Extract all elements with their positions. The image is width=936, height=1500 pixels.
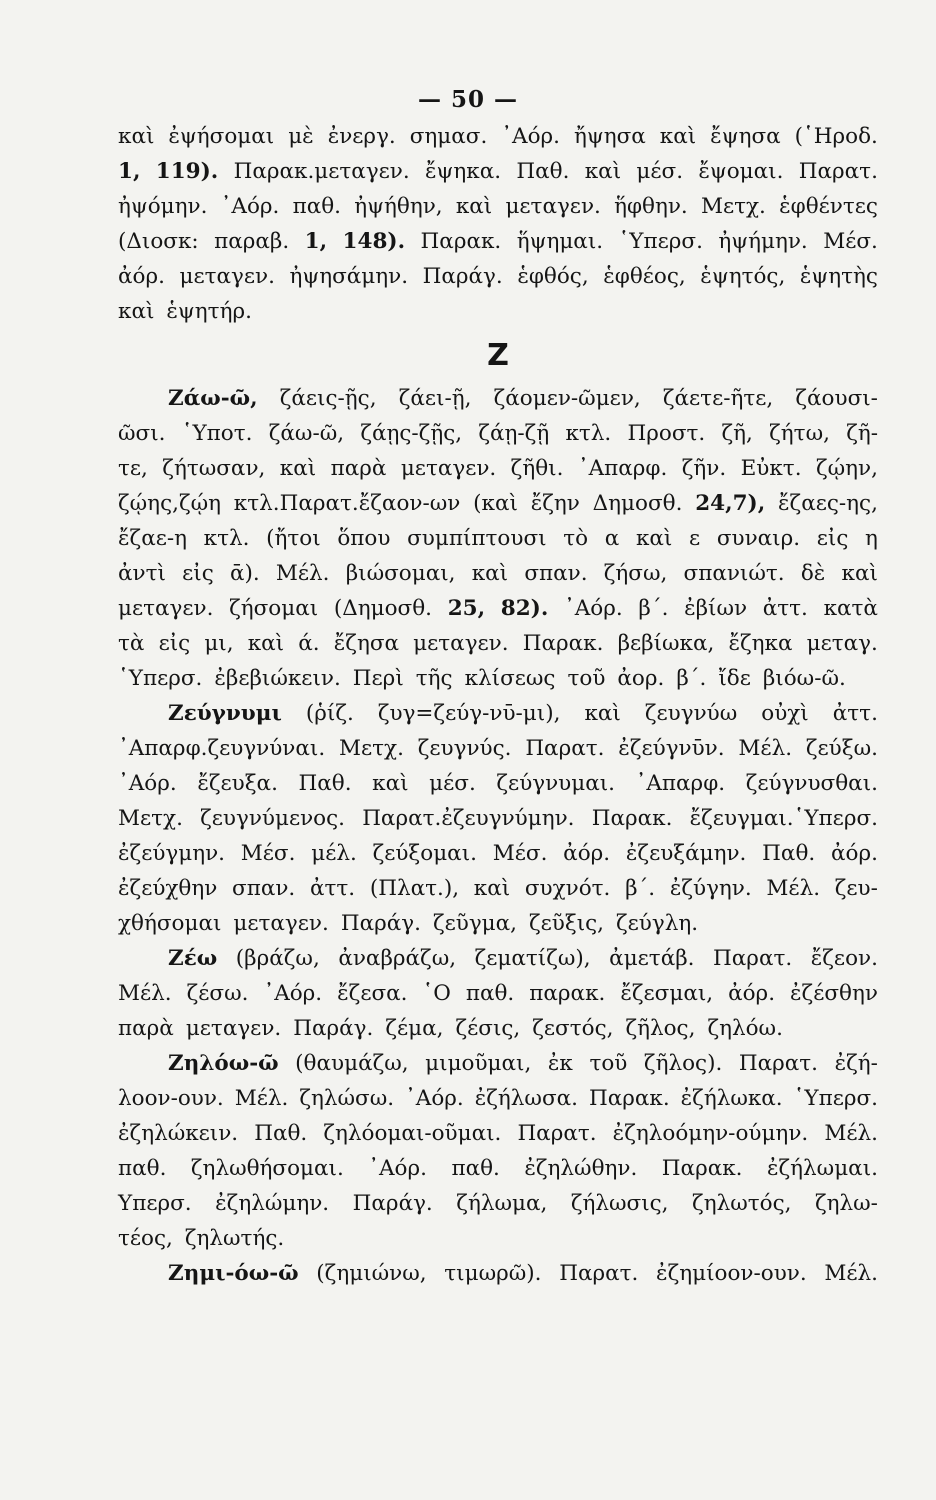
word: ἀττ. — [762, 596, 808, 621]
text-line — [118, 841, 878, 876]
word: 1, — [304, 229, 328, 254]
word: β΄. — [625, 876, 656, 901]
word: ζευγνύς. — [417, 736, 512, 761]
word: εἰς — [816, 526, 849, 551]
word: καὶ — [659, 124, 697, 149]
word: ά. — [298, 631, 320, 656]
word: ἑψητός, — [700, 264, 786, 289]
headword: Ζημι-όω-ῶ — [168, 1261, 299, 1286]
word: ζῆν. — [681, 456, 727, 481]
word: ἀττ. — [309, 876, 356, 901]
word: Παρακ.μεταγεν. — [233, 159, 410, 184]
word: ζῴης,ζῴη — [118, 491, 222, 516]
word: ζάουσι- — [795, 386, 878, 411]
word: ἀμετάβ. — [609, 946, 695, 971]
word: ζήσομαι — [229, 596, 319, 621]
word: συναιρ. — [716, 526, 801, 551]
word: Παθ. — [762, 841, 816, 866]
word: (καὶ — [473, 491, 518, 516]
word: Μέλ. — [738, 736, 793, 761]
word: καὶ — [118, 124, 155, 149]
word: Παρατ. — [517, 1121, 597, 1146]
word: 24,7), — [695, 491, 766, 516]
word: ζευγνύμενος. — [200, 806, 345, 831]
word: Παρατ. — [525, 736, 605, 761]
word: ἀντὶ — [118, 561, 166, 586]
word: Μέσ. — [823, 229, 878, 254]
word: ζάετε-ῆτε, — [662, 386, 774, 411]
word: τε, — [118, 456, 148, 481]
word: ζῆλος, — [625, 1016, 696, 1041]
word: ἑψητήρ. — [166, 299, 252, 324]
word: Περὶ — [352, 666, 404, 691]
word: ἐζεύγμην. — [118, 841, 226, 866]
word: ζήλωσις, — [570, 1191, 669, 1216]
word: (ζημιώνω, — [316, 1261, 427, 1286]
word: σημασ. — [409, 124, 488, 149]
word: καὶ — [372, 771, 409, 796]
word: Παράγ. — [293, 1016, 374, 1041]
word: ζήτωσαν, — [162, 456, 266, 481]
text-line — [118, 911, 878, 946]
word: ἠψήμην. — [718, 229, 808, 254]
word: ἐζύγην. — [669, 876, 752, 901]
text-line — [118, 806, 878, 841]
word: ζεματίζω), — [474, 946, 591, 971]
word: ἐζηλώθην. — [524, 1156, 638, 1181]
word: ἤψησα — [573, 124, 646, 149]
word: τῆς — [415, 666, 453, 691]
word: Παρακ. — [588, 1086, 670, 1111]
word: ἐζημίοον-ουν. — [656, 1261, 807, 1286]
word: ζῆλος). — [643, 1051, 723, 1076]
word: ζηλώσω. — [299, 1086, 395, 1111]
text-line — [118, 981, 878, 1016]
word: μεταγεν. — [233, 911, 329, 936]
text-line — [118, 876, 878, 911]
word: β΄. — [638, 596, 669, 621]
text-line — [118, 264, 878, 299]
word: ἐνεργ. — [327, 124, 396, 149]
word: (Δημοσθ. — [333, 596, 433, 621]
word: τοῦ — [567, 666, 606, 691]
word: ζεύγλη. — [616, 911, 699, 936]
word: κτλ.Παρατ.ἔζαον-ων — [233, 491, 461, 516]
text-line — [118, 229, 878, 264]
word: Εὐκτ. — [740, 456, 802, 481]
word: β΄. — [676, 666, 707, 691]
word: καὶ — [635, 526, 673, 551]
word: σπαν. — [524, 561, 588, 586]
text-line — [118, 1156, 878, 1191]
word: ζεῦξις, — [529, 911, 605, 936]
word: Μέσ. — [240, 841, 296, 866]
text-line — [118, 666, 878, 701]
word: ζέμα, — [385, 1016, 444, 1041]
word: ῾Υποτ. — [181, 421, 253, 446]
word: ἐζεύγνῡν. — [618, 736, 725, 761]
word: (ῥίζ. — [305, 701, 354, 726]
word: Μέσ. — [492, 841, 548, 866]
word: λοον-ουν. — [118, 1086, 224, 1111]
text-line — [118, 561, 878, 596]
word: ζάῃ-ζῇ — [478, 421, 550, 446]
word: ζηλωτός, — [692, 1191, 792, 1216]
word: Παρακ. — [420, 229, 502, 254]
word: ῶσι. — [118, 421, 166, 446]
word: ἐβεβιώκειν. — [214, 666, 341, 691]
text-line — [118, 299, 878, 334]
word: Μέλ. — [824, 1121, 878, 1146]
word: μέσ. — [429, 771, 476, 796]
word: Παθ. — [516, 159, 570, 184]
word: καὶ — [473, 876, 511, 901]
text-line — [118, 771, 878, 806]
word: Μέλ. — [234, 1086, 289, 1111]
word: παρὰ — [118, 1016, 174, 1041]
word: ζήσω, — [603, 561, 668, 586]
word: τὸ — [563, 526, 589, 551]
word: ῾Ο — [422, 981, 451, 1006]
word: ἐζήλωμαι. — [766, 1156, 878, 1181]
word: τὰ — [118, 631, 145, 656]
word: Μέλ. — [766, 876, 821, 901]
word: ἴδε — [718, 666, 751, 691]
text-line — [118, 946, 878, 981]
word: η — [865, 526, 878, 551]
word: Υπερσ. — [118, 1191, 192, 1216]
word: ἀττ. — [832, 701, 878, 726]
word: ζεῦγμα, — [432, 911, 517, 936]
word: δὲ — [800, 561, 826, 586]
word: Μετχ. — [118, 806, 183, 831]
word: τέος, — [118, 1226, 173, 1251]
word: ζεύγνυμαι. — [496, 771, 616, 796]
word: ᾿Απαρφ. — [577, 456, 668, 481]
word: ὅπου — [337, 526, 391, 551]
word: ζάεις-ῇς, — [279, 386, 377, 411]
word: ἔζηκα — [728, 631, 793, 656]
word: ἥφθην. — [614, 194, 688, 219]
word: ζηλόω. — [707, 1016, 783, 1041]
word: ζηλωθήσομαι. — [190, 1156, 344, 1181]
text-line — [118, 701, 878, 736]
word: ζευγνύω — [644, 701, 738, 726]
text-line — [118, 1051, 878, 1086]
word: ζήτω, — [769, 421, 830, 446]
word: ἔζευξα. — [197, 771, 278, 796]
word: Παρατ. — [738, 1051, 819, 1076]
word: κτλ. — [203, 526, 250, 551]
text-line — [118, 631, 878, 666]
word: α — [604, 526, 620, 551]
section-letter: Ζ — [487, 338, 509, 373]
word: συμπίπτουσι — [407, 526, 547, 551]
word: καὶ — [118, 299, 155, 324]
word: μέλ. — [311, 841, 357, 866]
headword: Ζηλόω-ῶ — [168, 1051, 279, 1076]
word: Παράγ. — [340, 911, 421, 936]
word: μεταγεν. — [400, 456, 497, 481]
word: Μέλ. — [118, 981, 172, 1006]
word: ἀόρ. — [728, 981, 776, 1006]
word: κτλ. — [565, 421, 612, 446]
word: ἔψηκα. — [425, 159, 502, 184]
page-number: — 50 — — [417, 86, 519, 113]
word: παθ. — [465, 981, 515, 1006]
word: ἑψητὴς — [799, 264, 878, 289]
text-line — [118, 456, 878, 491]
word: καὶ — [455, 194, 493, 219]
word: ἐζηλώκειν. — [118, 1121, 239, 1146]
word: ζῆ, — [721, 421, 753, 446]
word: Μέλ. — [824, 1261, 878, 1286]
word: ἀορ. — [617, 666, 665, 691]
text-body — [118, 124, 878, 1296]
word: τιμωρῶ). — [444, 1261, 542, 1286]
word: ζηλω- — [814, 1191, 878, 1216]
word: χθήσομαι — [118, 911, 222, 936]
word: ἐβίων — [684, 596, 748, 621]
word: ᾿Αόρ. — [220, 194, 280, 219]
word: βιόω-ῶ. — [762, 666, 846, 691]
word: ζεύξω. — [805, 736, 878, 761]
word: ἠψήθην, — [354, 194, 443, 219]
text-line — [118, 124, 878, 159]
word: ᾿Απαρφ.ζευγνύναι. — [118, 736, 326, 761]
word: ἀόρ. — [563, 841, 611, 866]
word: μιμοῦμαι, — [425, 1051, 532, 1076]
word: παθ. — [292, 194, 342, 219]
word: 119). — [155, 159, 219, 184]
word: ζέσω. — [186, 981, 249, 1006]
word: ἔζεσα. — [337, 981, 408, 1006]
word: καὶ — [471, 561, 509, 586]
word: ζήλωμα, — [456, 1191, 548, 1216]
word: σπανιώτ. — [683, 561, 785, 586]
word: ζεύξομαι. — [372, 841, 477, 866]
word: ζυγ=ζεύγ-νῡ-μι), — [377, 701, 561, 726]
word: Παρακ. — [522, 631, 604, 656]
text-line — [118, 386, 878, 421]
word: καὶ — [584, 701, 621, 726]
word: ἔζαες-ης, — [778, 491, 878, 516]
word: ἠψησάμην. — [289, 264, 409, 289]
word: Παράγ. — [352, 1191, 433, 1216]
word: ζῆθι. — [510, 456, 564, 481]
headword: Ζεύγνυμι — [168, 701, 282, 726]
word: ἔζεον. — [810, 946, 878, 971]
word: καὶ — [584, 159, 622, 184]
word: ἔψομαι. — [698, 159, 784, 184]
word: ζευ- — [834, 876, 878, 901]
text-line — [118, 491, 878, 526]
word: τοῦ — [589, 1051, 628, 1076]
word: ἐψήσομαι — [168, 124, 275, 149]
word: κλίσεως — [464, 666, 556, 691]
word: παθ. — [451, 1156, 500, 1181]
word: 148). — [342, 229, 406, 254]
word: παθ. — [118, 1156, 167, 1181]
word: ἔζησα — [333, 631, 400, 656]
word: ἔζευγμαι.῾Υπερσ. — [689, 806, 878, 831]
word: ἔψησα — [710, 124, 781, 149]
word: ᾿Αόρ. — [263, 981, 323, 1006]
text-line — [118, 736, 878, 771]
word: ζηλόομαι-οῦμαι. — [323, 1121, 502, 1146]
word: ἀόρ. — [830, 841, 878, 866]
word: μεταγεν. — [118, 596, 214, 621]
word: ἀόρ. — [118, 264, 165, 289]
word: εἰς — [182, 561, 214, 586]
word: ἥψημαι. — [516, 229, 604, 254]
word: ζάομεν-ῶμεν, — [493, 386, 641, 411]
word: (βράζω, — [235, 946, 320, 971]
word: μέσ. — [636, 159, 684, 184]
headword: Ζάω-ῶ, — [168, 386, 258, 411]
text-line — [118, 421, 878, 456]
word: ζηλωτής. — [184, 1226, 285, 1251]
text-line — [118, 194, 878, 229]
word: ῾Υπερσ. — [118, 666, 203, 691]
word: ἐζήλωκα. — [680, 1086, 783, 1111]
word: παρακ. — [529, 981, 606, 1006]
word: Μετχ. — [700, 194, 766, 219]
word: ᾿Αόρ. — [564, 596, 623, 621]
word: ε — [689, 526, 701, 551]
word: Μετχ. — [339, 736, 404, 761]
text-line — [118, 1261, 878, 1296]
word: ᾿Αόρ. — [405, 1086, 464, 1111]
word: 25, — [447, 596, 486, 621]
word: ἐζή- — [834, 1051, 878, 1076]
word: ἐζήλωσα. — [474, 1086, 578, 1111]
text-line — [118, 159, 878, 194]
word: ἐζηλώμην. — [215, 1191, 330, 1216]
word: Παρατ. — [798, 159, 878, 184]
word: ζάει-ῇ, — [398, 386, 472, 411]
word: (῾Ηροδ. — [794, 124, 878, 149]
word: καὶ — [841, 561, 878, 586]
word: μεταγεν. — [413, 631, 509, 656]
word: ᾿Αόρ. — [368, 1156, 427, 1181]
headword: Ζέω — [168, 946, 218, 971]
text-line — [118, 1121, 878, 1156]
word: Προστ. — [627, 421, 706, 446]
word: ἐκ — [547, 1051, 573, 1076]
word: Παρακ. — [661, 1156, 743, 1181]
word: Παράγ. — [422, 264, 503, 289]
word: Παθ. — [254, 1121, 308, 1146]
word: ἀναβράζω, — [338, 946, 457, 971]
text-line — [118, 1191, 878, 1226]
word: ζεστός, — [532, 1016, 614, 1041]
word: (ἤτοι — [266, 526, 321, 551]
word: (Πλατ.), — [369, 876, 460, 901]
word: ἑφθός, — [517, 264, 589, 289]
word: βεβίωκα, — [617, 631, 715, 656]
text-line — [118, 1226, 878, 1261]
word: ζάω-ῶ, — [268, 421, 345, 446]
word: μεταγεν. — [505, 194, 601, 219]
text-line — [118, 526, 878, 561]
word: ᾿Αόρ. — [118, 771, 177, 796]
word: ἑφθέος, — [603, 264, 686, 289]
text-line — [118, 1016, 878, 1051]
word: Παρατ. — [713, 946, 793, 971]
word: παρὰ — [330, 456, 387, 481]
word: 1, — [118, 159, 141, 184]
word: συχνότ. — [524, 876, 611, 901]
word: ἐζευξάμην. — [625, 841, 747, 866]
word: μεταγεν. — [185, 1016, 282, 1041]
word: Δημοσθ. — [592, 491, 683, 516]
word: ζέσις, — [455, 1016, 521, 1041]
text-line — [118, 1086, 878, 1121]
text-line — [118, 596, 878, 631]
word: καὶ — [247, 631, 285, 656]
word: μὲ — [288, 124, 314, 149]
word: ῾Υπερσ. — [618, 229, 703, 254]
word: μεταγ. — [806, 631, 878, 656]
word: εἰς — [158, 631, 191, 656]
word: ζεύγνυσθαι. — [745, 771, 878, 796]
word: καὶ — [279, 456, 317, 481]
word: μι, — [204, 631, 234, 656]
word: παραβ. — [214, 229, 290, 254]
word: ἔζαε-η — [118, 526, 187, 551]
word: Παρατ.ἐζευγνύμην. — [362, 806, 575, 831]
word: μεταγεν. — [179, 264, 275, 289]
word: Παρατ. — [559, 1261, 639, 1286]
word: ᾱ). — [229, 561, 260, 586]
word: Παθ. — [298, 771, 352, 796]
word: ᾿Απαρφ. — [635, 771, 726, 796]
word: ἔζεσμαι, — [620, 981, 714, 1006]
word: βιώσομαι, — [345, 561, 456, 586]
word: (Διοσκ: — [118, 229, 199, 254]
word: ἐζέσθην — [790, 981, 878, 1006]
word: Παρακ. — [591, 806, 673, 831]
word: ἔζην — [530, 491, 580, 516]
word: ᾿Αόρ. — [501, 124, 560, 149]
word: κατὰ — [823, 596, 878, 621]
word: ζάῃς-ζῇς, — [360, 421, 463, 446]
word: οὐχὶ — [761, 701, 809, 726]
word: Μέλ. — [275, 561, 330, 586]
word: ῾Υπερσ. — [793, 1086, 878, 1111]
word: ζῴην, — [815, 456, 878, 481]
word: ἠψόμην. — [118, 194, 208, 219]
word: ἐζηλοόμην-ούμην. — [612, 1121, 809, 1146]
word: σπαν. — [232, 876, 296, 901]
word: ζῆ- — [846, 421, 878, 446]
word: ἐζεύχθην — [118, 876, 218, 901]
word: (θαυμάζω, — [295, 1051, 409, 1076]
word: ἑφθέντες — [779, 194, 878, 219]
word: 82). — [500, 596, 549, 621]
